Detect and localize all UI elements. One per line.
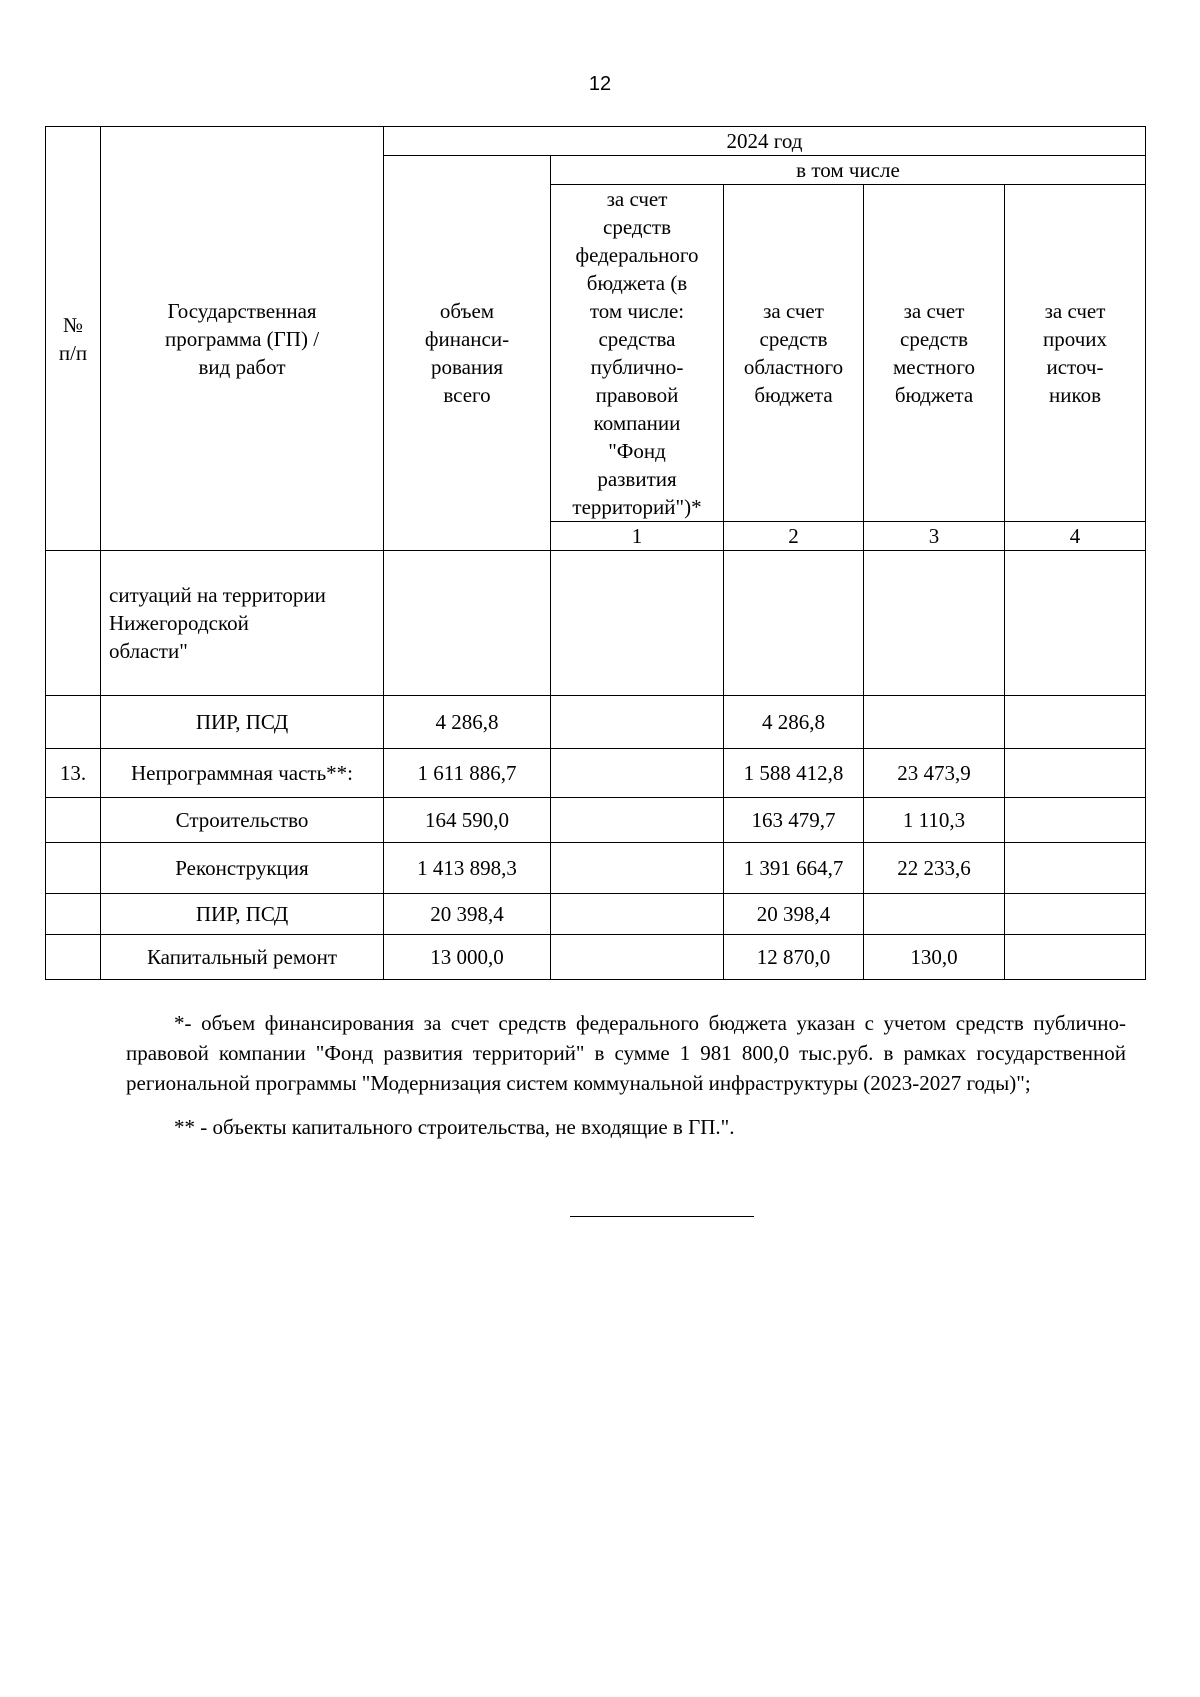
cell-federal bbox=[551, 749, 724, 798]
cell-no bbox=[46, 798, 101, 843]
header-year: 2024 год bbox=[384, 127, 1146, 156]
cell-other bbox=[1005, 894, 1146, 935]
cell-no bbox=[46, 894, 101, 935]
continuation-text: ситуаций на территории Нижегородской области" bbox=[101, 551, 384, 696]
cell-no: 13. bbox=[46, 749, 101, 798]
cell-regional: 12 870,0 bbox=[724, 935, 864, 980]
footnote-non-program: ** - объекты капитального строительства, не входящие в ГП.". bbox=[174, 1115, 735, 1139]
col-number: 4 bbox=[1005, 522, 1146, 551]
cell-name: Строительство bbox=[101, 798, 384, 843]
cell-name: Капитальный ремонт bbox=[101, 935, 384, 980]
cell-name: Непрограммная часть**: bbox=[101, 749, 384, 798]
end-rule bbox=[570, 1216, 754, 1217]
table-row bbox=[46, 551, 1146, 696]
cell-regional: 20 398,4 bbox=[724, 894, 864, 935]
cell-other bbox=[1005, 696, 1146, 749]
table-row bbox=[46, 798, 1146, 843]
table-row bbox=[46, 935, 1146, 980]
cell-other bbox=[1005, 798, 1146, 843]
cell-local bbox=[864, 894, 1005, 935]
cell-federal bbox=[551, 696, 724, 749]
cell-total: 164 590,0 bbox=[384, 798, 551, 843]
table-row bbox=[46, 696, 1146, 749]
header-regional: за счет средств областного бюджета bbox=[724, 185, 864, 522]
cell-other bbox=[1005, 843, 1146, 894]
cell-federal bbox=[551, 935, 724, 980]
cell-local: 130,0 bbox=[864, 935, 1005, 980]
table-row bbox=[46, 894, 1146, 935]
header-program: Государственная программа (ГП) / вид работ bbox=[101, 127, 384, 551]
table-row bbox=[46, 843, 1146, 894]
header-including: в том числе bbox=[551, 156, 1146, 185]
cell-regional: 1 588 412,8 bbox=[724, 749, 864, 798]
financing-table bbox=[45, 126, 1146, 980]
cell-total: 4 286,8 bbox=[384, 696, 551, 749]
cell-regional: 1 391 664,7 bbox=[724, 843, 864, 894]
cell-regional: 163 479,7 bbox=[724, 798, 864, 843]
cell-name: Реконструкция bbox=[101, 843, 384, 894]
header-local: за счет средств местного бюджета bbox=[864, 185, 1005, 522]
cell-other bbox=[1005, 935, 1146, 980]
table-row bbox=[46, 749, 1146, 798]
page-number: 12 bbox=[588, 73, 612, 95]
cell-local: 22 233,6 bbox=[864, 843, 1005, 894]
cell-total: 20 398,4 bbox=[384, 894, 551, 935]
col-number: 1 bbox=[551, 522, 724, 551]
cell-local: 23 473,9 bbox=[864, 749, 1005, 798]
cell-federal bbox=[551, 798, 724, 843]
header-federal: за счет средств федерального бюджета (в том числе: средства публично- правовой компании "Фонд развития территорий")* bbox=[551, 185, 724, 522]
cell-local bbox=[864, 696, 1005, 749]
header-no: № п/п bbox=[46, 127, 101, 551]
cell-other bbox=[1005, 749, 1146, 798]
cell-name: ПИР, ПСД bbox=[101, 696, 384, 749]
cell-total: 1 413 898,3 bbox=[384, 843, 551, 894]
col-number: 2 bbox=[724, 522, 864, 551]
col-number: 3 bbox=[864, 522, 1005, 551]
cell-local: 1 110,3 bbox=[864, 798, 1005, 843]
footnote-federal: *- объем финансирования за счет средств федерального бюджета указан с учетом средств публично-правовой компании "Фонд развития территорий" в сумме 1 981 800,0 тыс.руб. в рамках государственной региональной программы "Модернизация систем коммунальной инфраструктуры (2023-2027 годы)"; bbox=[126, 1011, 1126, 1095]
cell-no bbox=[46, 935, 101, 980]
header-total: объем финанси- рования всего bbox=[384, 156, 551, 551]
cell-regional: 4 286,8 bbox=[724, 696, 864, 749]
cell-federal bbox=[551, 843, 724, 894]
cell-federal bbox=[551, 894, 724, 935]
cell-total: 1 611 886,7 bbox=[384, 749, 551, 798]
footnotes bbox=[126, 1008, 1126, 1142]
cell-total: 13 000,0 bbox=[384, 935, 551, 980]
header-other: за счет прочих источ- ников bbox=[1005, 185, 1146, 522]
cell-name: ПИР, ПСД bbox=[101, 894, 384, 935]
cell-no bbox=[46, 843, 101, 894]
cell-no bbox=[46, 696, 101, 749]
